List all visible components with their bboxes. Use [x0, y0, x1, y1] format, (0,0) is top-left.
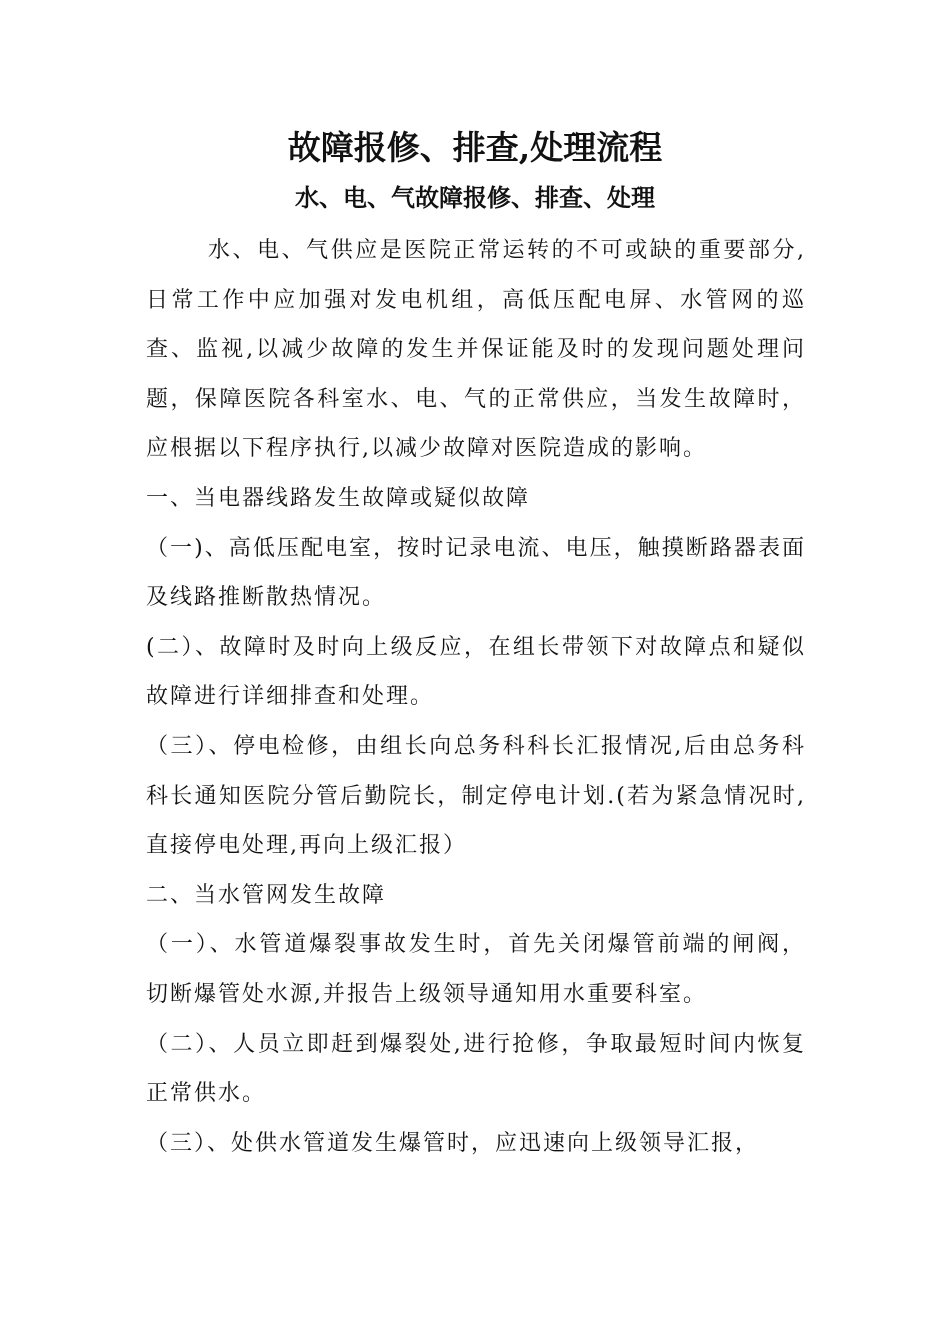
list-item: （三）、停电检修，由组长向总务科科长汇报情况,后由总务科科长通知医院分管后勤院长，制定停电计划.(若为紧急情况时,直接停电处理,再向上级汇报）: [146, 733, 806, 859]
section-heading-water: 二、当水管网发生故障: [146, 882, 387, 908]
list-item: （三）、处供水管道发生爆管时，应迅速向上级领导汇报，: [146, 1130, 760, 1156]
intro-paragraph: 水、电、气供应是医院正常运转的不可或缺的重要部分,日常工作中应加强对发电机组，高低压配电屏、水管网的巡查、监视,以减少故障的发生并保证能及时的发现问题处理问题，保障医院各科室水、电、气的正常供应，当发生故障时，应根据以下程序执行,以减少故障对医院造成的影响。: [146, 238, 806, 462]
document-title: 故障报修、排查,处理流程: [287, 128, 663, 167]
list-item: （一）、水管道爆裂事故发生时，首先关闭爆管前端的闸阀，切断爆管处水源,并报告上级领导通知用水重要科室。: [146, 932, 806, 1007]
document-body: [146, 226, 806, 1168]
list-item: (二）、故障时及时向上级反应，在组长带领下对故障点和疑似故障进行详细排查和处理。: [146, 634, 806, 710]
document-subtitle: 水、电、气故障报修、排查、处理: [295, 183, 655, 212]
list-item: （二）、人员立即赶到爆裂处,进行抢修，争取最短时间内恢复正常供水。: [146, 1031, 806, 1107]
section-heading-electrical: 一、当电器线路发生故障或疑似故障: [146, 485, 531, 511]
list-item: （一)、高低压配电室，按时记录电流、电压，触摸断路器表面及线路推断散热情况。: [146, 535, 806, 611]
